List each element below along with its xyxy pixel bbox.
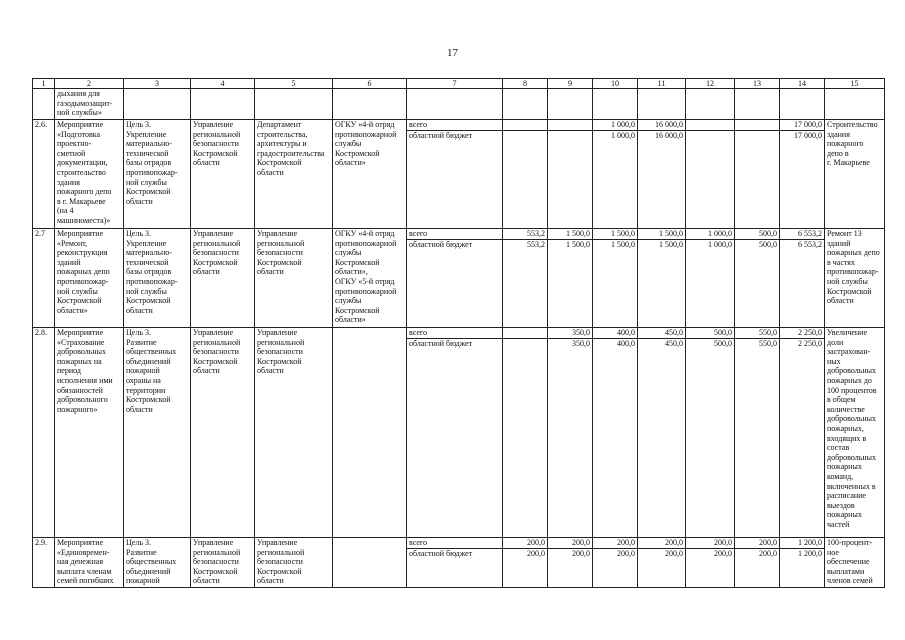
amount-cell: 1 500,0 1 500,0 — [548, 229, 593, 328]
result-cell: Увеличение доли застрахован- ных добровольных пожарных до 100 процентов в общем количестве добровольных пожарных, входящих в состав добровольных пожарных команд, включенных в расписание выездов пожарных частей — [825, 328, 885, 538]
organization-cell: ОГКУ «4-й отряд противопожарной службы Костромской области», ОГКУ «5-й отряд противопожарной службы Костромской области» — [333, 229, 407, 328]
column-number: 10 — [593, 79, 638, 89]
result-cell: Ремонт 13 зданий пожарных депо в частях противопожар- ной службы Костромской области — [825, 229, 885, 328]
coordinator-cell: Управление региональной безопасности Костромской области — [191, 328, 255, 538]
amount-cell — [686, 120, 735, 229]
organization-cell — [333, 328, 407, 538]
amount-cell: 553,2 553,2 — [503, 229, 548, 328]
funding-source-cell: всего областной бюджет — [407, 120, 503, 229]
amount-cell: 550,0 550,0 — [735, 328, 780, 538]
column-number: 11 — [638, 79, 686, 89]
total-cell: 6 553,2 6 553,2 — [780, 229, 825, 328]
row-number: 2.8. — [33, 328, 55, 538]
executor-cell: Управление региональной безопасности Костромской области — [255, 229, 333, 328]
goal-cell: Цель 3. Укрепление материально- технической базы отрядов противопожар- ной службы Костромской области — [124, 229, 191, 328]
program-table — [32, 78, 885, 588]
table-row — [33, 120, 885, 229]
amount-cell: 200,0 200,0 — [735, 538, 780, 588]
column-number-row — [33, 79, 885, 89]
amount-cell: 200,0 200,0 — [503, 538, 548, 588]
result-cell: 100-процент- ное обеспечение выплатами членов семей — [825, 538, 885, 588]
result-cell: Строительство здания пожарного депо в г. Макарьеве — [825, 120, 885, 229]
total-cell: 17 000,0 17 000,0 — [780, 120, 825, 229]
event-cell: Мероприятие «Страхование добровольных пожарных на период исполнения ими обязанностей добровольного пожарного» — [55, 328, 124, 538]
event-cell: Мероприятие «Ремонт, реконструкция зданий пожарных депо противопожар- ной службы Костромской области» — [55, 229, 124, 328]
amount-cell: 1 000,0 1 000,0 — [686, 229, 735, 328]
amount-cell: 200,0 200,0 — [638, 538, 686, 588]
amount-cell — [503, 328, 548, 538]
row-number: 2.9. — [33, 538, 55, 588]
column-number: 9 — [548, 79, 593, 89]
amount-cell: 16 000,0 16 000,0 — [638, 120, 686, 229]
amount-cell: 500,0 500,0 — [686, 328, 735, 538]
funding-source-cell: всего областной бюджет — [407, 538, 503, 588]
column-number: 3 — [124, 79, 191, 89]
amount-cell: 1 500,0 1 500,0 — [638, 229, 686, 328]
table-row — [33, 229, 885, 328]
amount-cell: 1 000,0 1 000,0 — [593, 120, 638, 229]
amount-cell — [548, 120, 593, 229]
amount-cell: 450,0 450,0 — [638, 328, 686, 538]
column-number: 8 — [503, 79, 548, 89]
table-row-continuation — [33, 89, 885, 120]
column-number: 14 — [780, 79, 825, 89]
amount-cell: 200,0 200,0 — [593, 538, 638, 588]
amount-cell: 400,0 400,0 — [593, 328, 638, 538]
amount-cell: 1 500,0 1 500,0 — [593, 229, 638, 328]
column-number: 13 — [735, 79, 780, 89]
event-cell: Мероприятие «Подготовка проектно- сметной документации, строительство здания пожарного депо в г. Макарьеве (на 4 машиноместа)» — [55, 120, 124, 229]
event-cell: дыхания для газодымозащит- ной службы» — [55, 89, 124, 120]
column-number: 1 — [33, 79, 55, 89]
column-number: 5 — [255, 79, 333, 89]
page-number: 17 — [447, 47, 458, 59]
funding-source-cell: всего областной бюджет — [407, 328, 503, 538]
amount-cell: 200,0 200,0 — [548, 538, 593, 588]
executor-cell: Управление региональной безопасности Костромской области — [255, 538, 333, 588]
column-number: 7 — [407, 79, 503, 89]
amount-cell: 200,0 200,0 — [686, 538, 735, 588]
column-number: 15 — [825, 79, 885, 89]
goal-cell: Цель 3. Развитие общественных объединений пожарной охраны на территории Костромской области — [124, 328, 191, 538]
organization-cell: ОГКУ «4-й отряд противопожарной службы Костромской области» — [333, 120, 407, 229]
row-number: 2.6. — [33, 120, 55, 229]
goal-cell: Цель 3. Развитие общественных объединений пожарной — [124, 538, 191, 588]
coordinator-cell: Управление региональной безопасности Костромской области — [191, 229, 255, 328]
column-number: 6 — [333, 79, 407, 89]
organization-cell — [333, 538, 407, 588]
executor-cell: Управление региональной безопасности Костромской области — [255, 328, 333, 538]
row-number: 2.7 — [33, 229, 55, 328]
total-cell: 1 200,0 1 200,0 — [780, 538, 825, 588]
table-row — [33, 538, 885, 588]
table-row — [33, 328, 885, 538]
goal-cell: Цель 3. Укрепление материально- технической базы отрядов противопожар- ной службы Костромской области — [124, 120, 191, 229]
coordinator-cell: Управление региональной безопасности Костромской области — [191, 538, 255, 588]
coordinator-cell: Управление региональной безопасности Костромской области — [191, 120, 255, 229]
column-number: 4 — [191, 79, 255, 89]
funding-source-cell: всего областной бюджет — [407, 229, 503, 328]
column-number: 2 — [55, 79, 124, 89]
executor-cell: Департамент строительства, архитектуры и градостроительства Костромской области — [255, 120, 333, 229]
amount-cell: 350,0 350,0 — [548, 328, 593, 538]
total-cell: 2 250,0 2 250,0 — [780, 328, 825, 538]
amount-cell: 500,0 500,0 — [735, 229, 780, 328]
column-number: 12 — [686, 79, 735, 89]
amount-cell — [735, 120, 780, 229]
amount-cell — [503, 120, 548, 229]
event-cell: Мероприятие «Единовремен- ная денежная выплата членам семей погибших — [55, 538, 124, 588]
